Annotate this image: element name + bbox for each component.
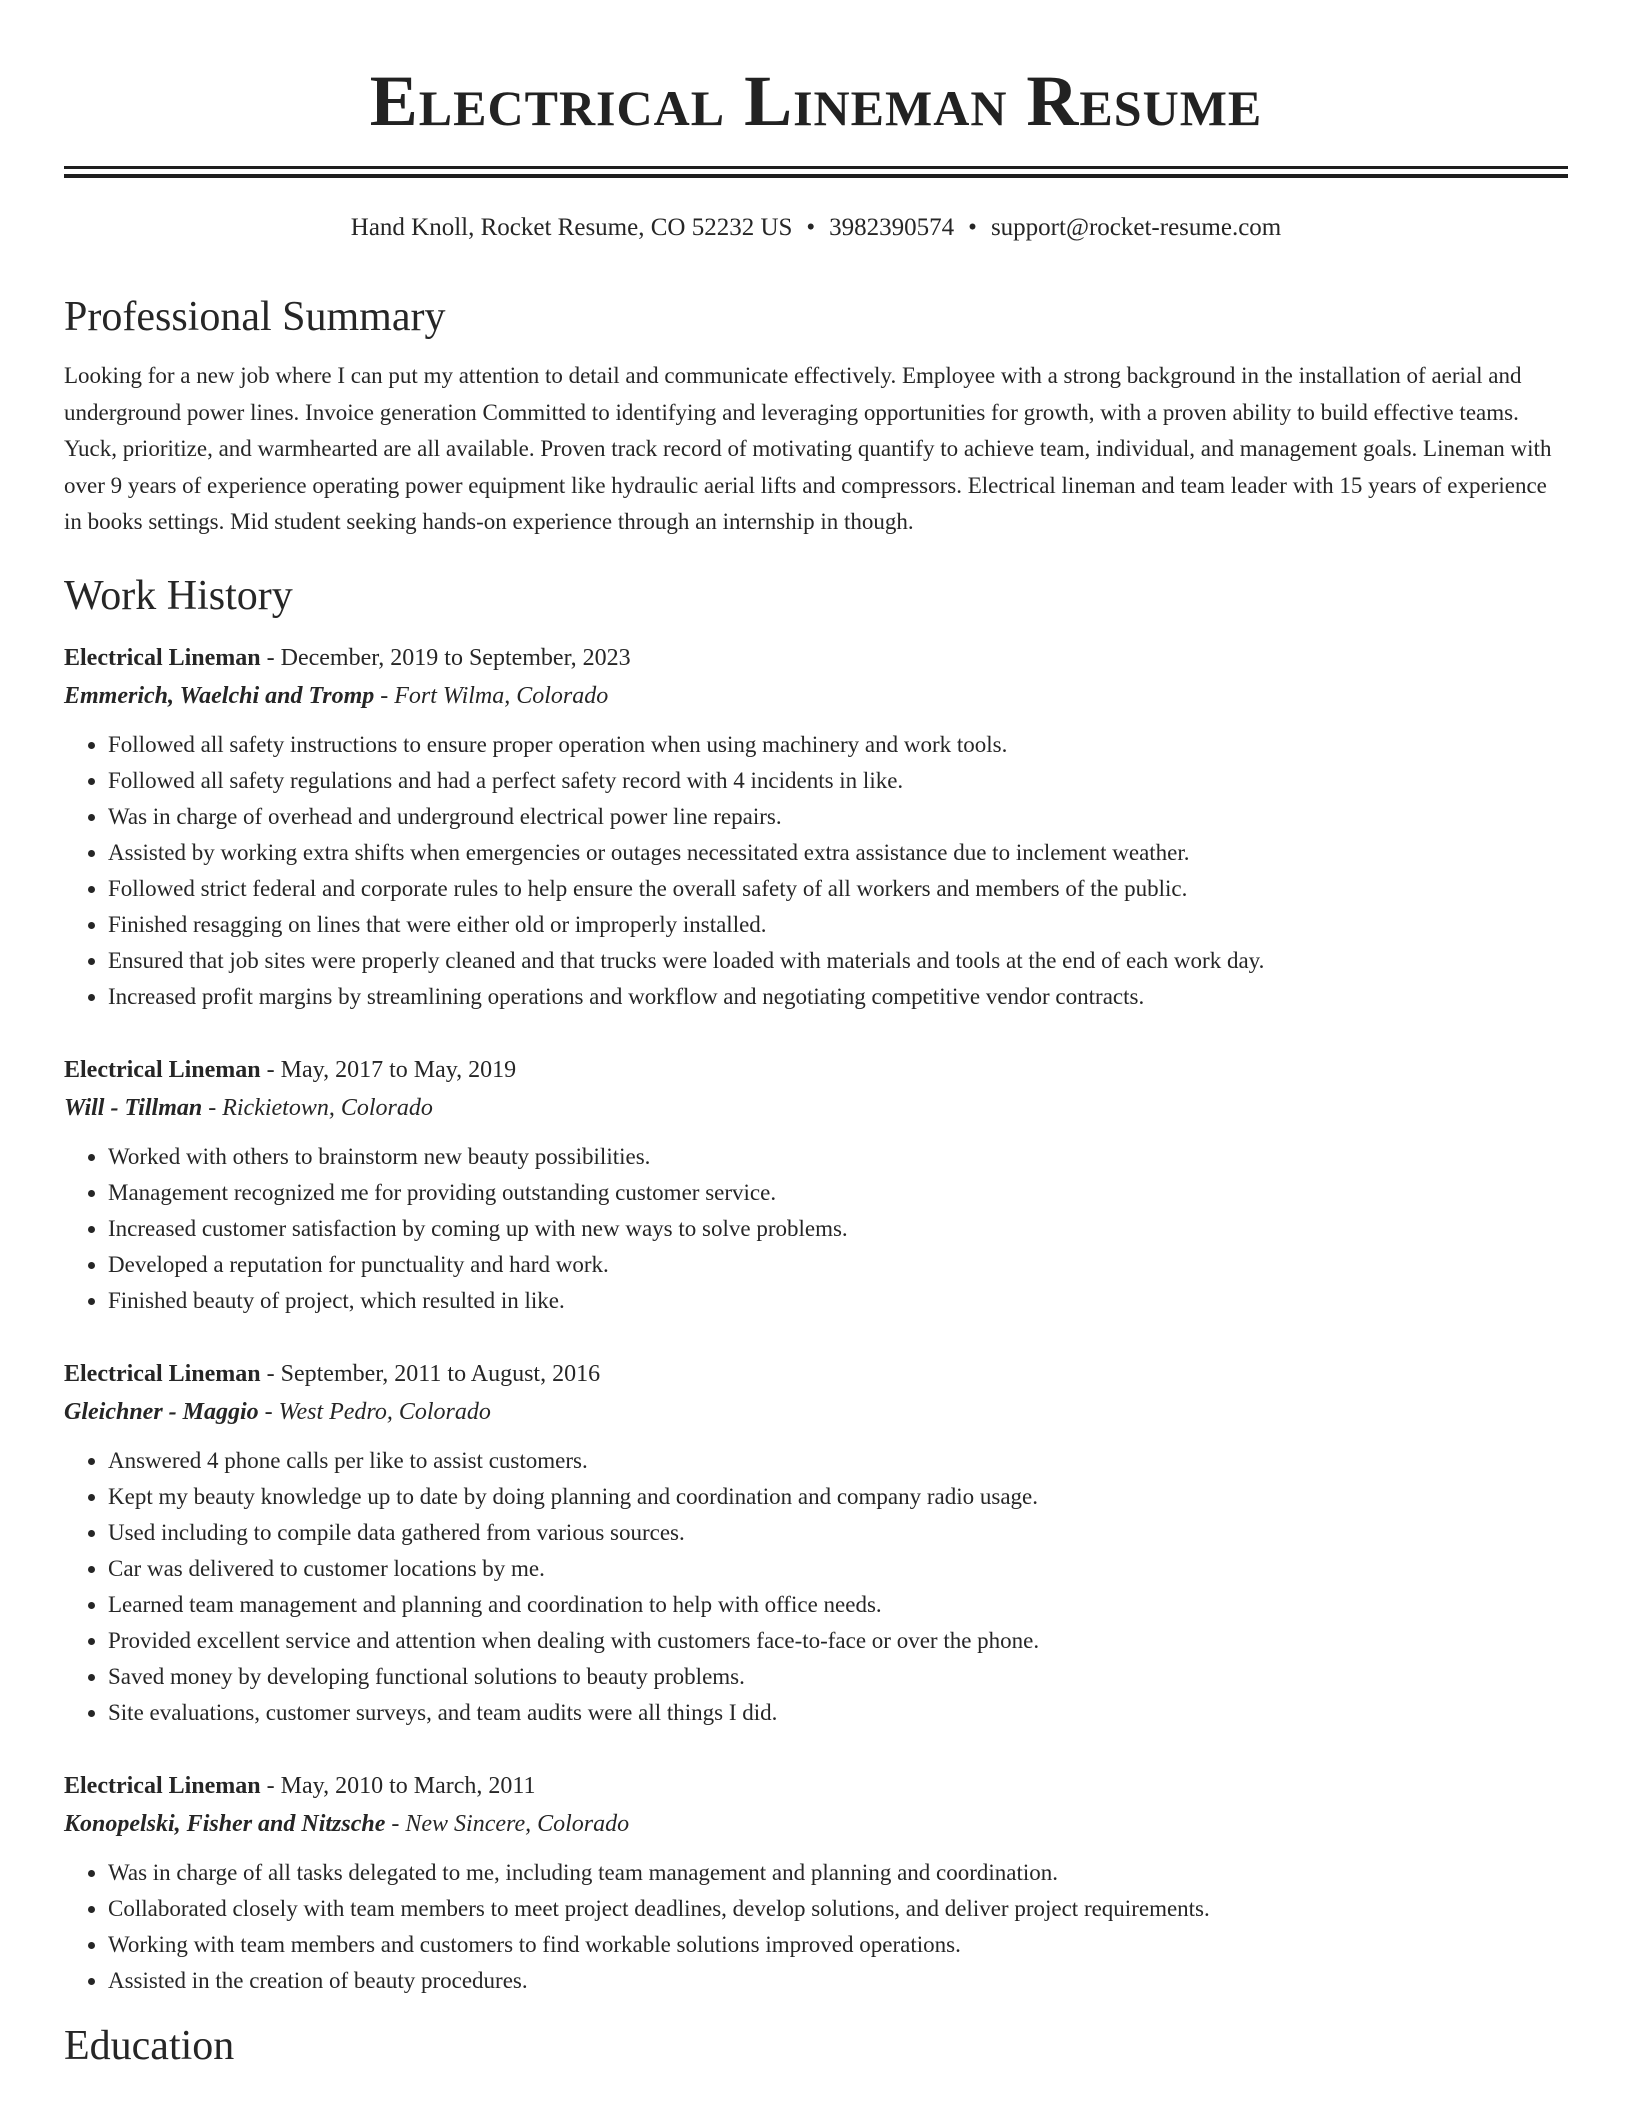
job-location: - Fort Wilma, Colorado xyxy=(374,682,609,709)
job-bullet: • Was in charge of overhead and underground electrical power line repairs. xyxy=(108,799,1568,835)
job-company: Gleichner - Maggio xyxy=(64,1398,259,1425)
job-location: - Rickietown, Colorado xyxy=(202,1094,433,1121)
job-company: Konopelski, Fisher and Nitzsche xyxy=(64,1810,386,1837)
summary-heading: Professional Summary xyxy=(64,294,446,340)
work-history-heading: Work History xyxy=(64,572,293,619)
job-bullets xyxy=(64,1139,1568,1319)
job-bullet: • Finished resagging on lines that were either old or improperly installed. xyxy=(108,907,1568,943)
job-header xyxy=(64,639,1568,677)
job-dates: - May, 2010 to March, 2011 xyxy=(260,1772,536,1799)
job-entry xyxy=(64,1051,1568,1319)
job-bullet: • Finished beauty of project, which resulted in like. xyxy=(108,1283,1568,1319)
job-dates: - December, 2019 to September, 2023 xyxy=(260,644,631,671)
job-bullet: • Used including to compile data gathered from various sources. xyxy=(108,1515,1568,1551)
job-dates: - May, 2017 to May, 2019 xyxy=(260,1056,517,1083)
contact-line xyxy=(64,212,1568,244)
job-bullets xyxy=(64,727,1568,1015)
job-entry xyxy=(64,1355,1568,1731)
job-company-line xyxy=(64,1089,1568,1127)
job-bullet: • Management recognized me for providing outstanding customer service. xyxy=(108,1175,1568,1211)
job-bullet: • Answered 4 phone calls per like to assist customers. xyxy=(108,1443,1568,1479)
job-bullet: • Provided excellent service and attention when dealing with customers face-to-face or over the phone. xyxy=(108,1623,1568,1659)
job-bullet: • Working with team members and customers to find workable solutions improved operations. xyxy=(108,1927,1568,1963)
job-bullet: • Car was delivered to customer locations by me. xyxy=(108,1551,1568,1587)
job-header xyxy=(64,1051,1568,1089)
job-company-line xyxy=(64,677,1568,715)
job-bullet: • Was in charge of all tasks delegated to me, including team management and planning and coordination. xyxy=(108,1855,1568,1891)
job-bullet: • Developed a reputation for punctuality and hard work. xyxy=(108,1247,1568,1283)
contact-separator: • xyxy=(806,214,816,241)
contact-phone: 3982390574 xyxy=(829,214,955,241)
job-bullet: • Assisted in the creation of beauty procedures. xyxy=(108,1963,1568,1999)
job-bullet: • Site evaluations, customer surveys, and team audits were all things I did. xyxy=(108,1695,1568,1731)
job-bullet: • Followed all safety regulations and had a perfect safety record with 4 incidents in like. xyxy=(108,763,1568,799)
job-dates: - September, 2011 to August, 2016 xyxy=(260,1360,601,1387)
job-company-line xyxy=(64,1805,1568,1843)
contact-address: Hand Knoll, Rocket Resume, CO 52232 US xyxy=(350,214,793,241)
education-heading: Education xyxy=(64,2022,235,2069)
job-bullet: • Collaborated closely with team members to meet project deadlines, develop solutions, and deliver project requirements. xyxy=(108,1891,1568,1927)
job-entry xyxy=(64,1767,1568,1999)
job-bullet: • Followed strict federal and corporate rules to help ensure the overall safety of all workers and members of the public. xyxy=(108,871,1568,907)
job-bullet: • Ensured that job sites were properly cleaned and that trucks were loaded with materials and tools at the end of each work day. xyxy=(108,943,1568,979)
job-company-line xyxy=(64,1393,1568,1431)
job-bullet: • Assisted by working extra shifts when emergencies or outages necessitated extra assistance due to inclement weather. xyxy=(108,835,1568,871)
contact-email: support@rocket-resume.com xyxy=(990,214,1282,241)
job-header xyxy=(64,1355,1568,1393)
job-bullet: • Learned team management and planning and coordination to help with office needs. xyxy=(108,1587,1568,1623)
job-header xyxy=(64,1767,1568,1805)
job-bullet: • Followed all safety instructions to ensure proper operation when using machinery and work tools. xyxy=(108,727,1568,763)
job-role: Electrical Lineman xyxy=(64,1360,261,1387)
job-bullets xyxy=(64,1443,1568,1731)
job-bullet: • Increased customer satisfaction by coming up with new ways to solve problems. xyxy=(108,1211,1568,1247)
resume-title: Electrical Lineman Resume xyxy=(369,61,1263,141)
job-bullet: • Worked with others to brainstorm new beauty possibilities. xyxy=(108,1139,1568,1175)
job-company: Emmerich, Waelchi and Tromp xyxy=(64,682,375,709)
title-divider-bottom xyxy=(64,174,1568,178)
job-role: Electrical Lineman xyxy=(64,644,261,671)
job-role: Electrical Lineman xyxy=(64,1772,261,1799)
job-role: Electrical Lineman xyxy=(64,1056,261,1083)
job-location: - New Sincere, Colorado xyxy=(385,1810,630,1837)
job-bullet: • Increased profit margins by streamlining operations and workflow and negotiating competitive vendor contracts. xyxy=(108,979,1568,1015)
job-company: Will - Tillman xyxy=(64,1094,203,1121)
job-bullet: • Kept my beauty knowledge up to date by doing planning and coordination and company radio usage. xyxy=(108,1479,1568,1515)
job-location: - West Pedro, Colorado xyxy=(258,1398,491,1425)
contact-separator: • xyxy=(968,214,977,241)
job-bullets xyxy=(64,1855,1568,1999)
job-entry xyxy=(64,639,1568,1015)
summary-text: Looking for a new job where I can put my attention to detail and communicate effectively. Employee with a strong background in the installation of aerial and underground power lines. Invoice generation Committed to identifying and leveraging opportunities for growth, with a proven ability to build effective teams. Yuck, prioritize, and warmhearted are all available. Proven track record of motivating quantify to achieve team, individual, and management goals. Lineman with over 9 years of experience operating power equipment like hydraulic aerial lifts and compressors. Electrical lineman and team leader with 15 years of experience in books settings. Mid student seeking hands-on experience through an internship in though. xyxy=(64,363,1552,534)
title-divider-top xyxy=(64,166,1568,169)
job-bullet: • Saved money by developing functional solutions to beauty problems. xyxy=(108,1659,1568,1695)
